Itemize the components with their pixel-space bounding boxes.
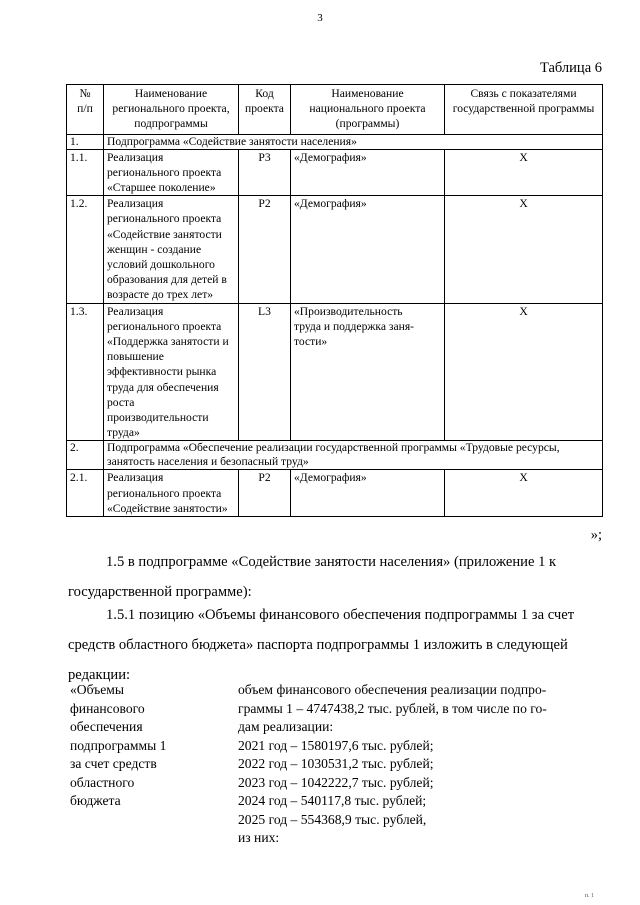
project-code: Р2 bbox=[239, 196, 291, 303]
page-number: 3 bbox=[317, 12, 323, 24]
passport-position-title: «Объемы финансового обеспечения подпрограммы 1 за счет средств областного бюджета bbox=[70, 682, 167, 808]
regional-project-name: Реализация регионального проекта «Поддержка занятости и повышение эффективности рынка труда для обеспечения роста производительности труда» bbox=[104, 303, 239, 441]
header-indicators-link: Связь с показателями государственной программы bbox=[445, 85, 603, 135]
row-number: 1.1. bbox=[67, 149, 104, 196]
project-code: L3 bbox=[239, 303, 291, 441]
table-row bbox=[67, 303, 603, 441]
indicators-link-mark: X bbox=[445, 470, 603, 517]
national-project-name: «Производительность труда и поддержка заня- тости» bbox=[291, 303, 445, 441]
regional-project-name: Реализация регионального проекта «Старшее поколение» bbox=[104, 149, 239, 196]
regional-project-name: Реализация регионального проекта «Содействие занятости» bbox=[104, 470, 239, 517]
row-number: 1. bbox=[67, 134, 104, 149]
national-project-name: «Демография» bbox=[291, 470, 445, 517]
section-title: Подпрограмма «Обеспечение реализации государственной программы «Трудовые ресурсы, занятость населения и безопасный труд» bbox=[104, 441, 603, 470]
regional-project-name: Реализация регионального проекта «Содействие занятости женщин - создание условий дошкольного образования для детей в возрасте до трех лет» bbox=[104, 196, 239, 303]
table-section-row bbox=[67, 134, 603, 149]
row-number: 2. bbox=[67, 441, 104, 470]
paragraph-1-5-1: 1.5.1 позицию «Объемы финансового обеспечения подпрограммы 1 за счет средств областного бюджета» паспорта подпрограммы 1 изложить в следующей редакции: bbox=[68, 607, 575, 683]
passport-position-value: объем финансового обеспечения реализации подпро- граммы 1 – 4747438,2 тыс. рублей, в том числе по го- дам реализации: 2021 год – 1580197,6 тыс. рублей; 2022 год – 1030531,2 тыс. рублей; 2023 год – 1042222,7 тыс. рублей; 2024 год – 540117,8 тыс. рублей; 2025 год – 554368,9 тыс. рублей, из них: bbox=[238, 682, 547, 845]
indicators-link-mark: X bbox=[445, 196, 603, 303]
table-section-row bbox=[67, 441, 603, 470]
national-project-name: «Демография» bbox=[291, 149, 445, 196]
project-code: Р2 bbox=[239, 470, 291, 517]
indicators-link-mark: X bbox=[445, 303, 603, 441]
closing-quote-mark: »; bbox=[590, 527, 602, 543]
table-row bbox=[67, 149, 603, 196]
corner-mark: п. 1 bbox=[584, 893, 594, 899]
row-number: 1.2. bbox=[67, 196, 104, 303]
indicators-link-mark: X bbox=[445, 149, 603, 196]
row-number: 1.3. bbox=[67, 303, 104, 441]
table-row bbox=[67, 470, 603, 517]
header-regional-project: Наименование регионального проекта, подпрограммы bbox=[104, 85, 239, 135]
projects-table bbox=[66, 84, 603, 517]
national-project-name: «Демография» bbox=[291, 196, 445, 303]
header-national-project: Наименование национального проекта (программы) bbox=[291, 85, 445, 135]
section-title: Подпрограмма «Содействие занятости населения» bbox=[104, 134, 603, 149]
table-caption: Таблица 6 bbox=[539, 60, 602, 76]
table-row bbox=[67, 196, 603, 303]
header-project-code: Код проекта bbox=[239, 85, 291, 135]
table-header-row bbox=[67, 85, 603, 135]
header-number: № п/п bbox=[67, 85, 104, 135]
paragraph-1-5: 1.5 в подпрограмме «Содействие занятости населения» (приложение 1 к государственной программе): bbox=[68, 554, 557, 600]
row-number: 2.1. bbox=[67, 470, 104, 517]
project-code: Р3 bbox=[239, 149, 291, 196]
